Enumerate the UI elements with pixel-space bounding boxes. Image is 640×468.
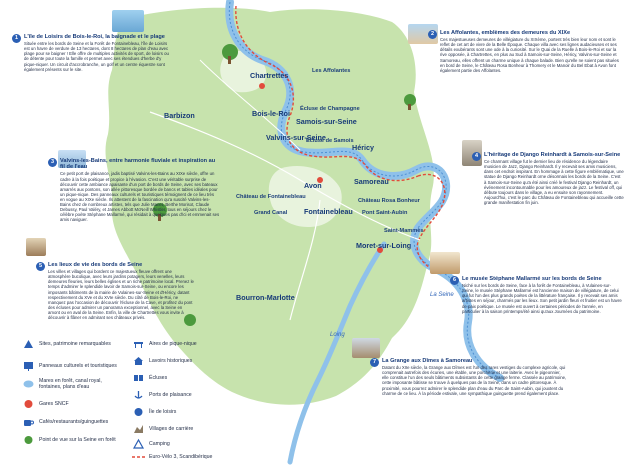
panel-lieux-vie <box>38 262 194 336</box>
panel-body: Les villes et villages qui bordent ce majestueux fleuve offrent une atmosphère bucolique, avec leurs jardins potagers, leurs venelles, leurs demeures fleuries, leurs belles églises et un riche patrimoine local. Prenez le temps d'admirer le splendide lavoir de Samois-sur-Seine, ou encore les imposants bâtiments de la mairie de Vulaines-sur-Seine et d'Héricy, datant respectivement du XVe et du XVIe siècle. Du côté de Bois-le-Roi, ne manquez pas l'occasion de découvrir l'écluse de la Cave, et profitez du pont des écluses pour admirer un panorama exceptionnel, avec la Seine en amont ou en aval de la Seine. Enfin, la ville de Chartrettes vous invite à découvrir à flâner en admirant ses châteaux privés. <box>48 269 194 321</box>
camping-icon <box>132 438 145 449</box>
panel-title: La Grange aux Dîmes à Samoreau <box>382 358 473 364</box>
town-label: Chartrettes <box>250 71 289 80</box>
town-label: Valvins-sur-Seine <box>266 133 326 142</box>
legend-item: Euro-Vélo 3, Scandibérique <box>132 451 212 462</box>
legend-item: Sites, patrimoine remarquables <box>22 338 111 349</box>
picnic-icon <box>132 338 145 349</box>
place-label: Château de Fontainebleau <box>236 194 306 200</box>
quarry-village-icon <box>132 423 145 434</box>
cafe-icon <box>22 416 35 427</box>
panel-body: Ce petit port de plaisance, jadis baptisé Valvins-les-Bains au XIXe siècle, offre un cadre à la fois poétique et propice à l'évasion. C'est une véritable surprise de découvrir cette ambiance apaisante d'un port de bords de Seine, avec ses bateaux amarrés aux pontons, son allée pittoresque bordée de bancs et tables idéales pour un pique-nique. Des panneaux culturels et touristiques témoignent de ce lieu très en vogue au XIXe siècle. Ils attestent de la fascination qu'a suscité Valvins-les-Bains chez de nombreux artistes, tels que Julie Manet, Berthe Morisot, Claude Debussy, Paul Valéry, et James Abbott McNeill Whistler, tous en séjours chez le célèbre poète Stéphane Mallarmé, qui résidait à quelques pas d'ici et emmenait ses amis naviguer. <box>60 171 220 223</box>
water-icon <box>22 379 35 390</box>
panel-title: Les Affolantes, emblèmes des demeures du XIXe <box>440 30 571 36</box>
panel-title: L'héritage de Django Reinhardt à Samois-sur-Seine <box>484 152 621 158</box>
panel-django <box>474 152 624 244</box>
panel-number: 1 <box>12 34 21 43</box>
photo-grange <box>352 338 380 358</box>
info-panel-icon <box>22 360 35 371</box>
legend-item: Cafés/restaurants/guinguettes <box>22 416 108 427</box>
town-label: Avon <box>304 181 322 190</box>
place-label: Pont Saint-Aubin <box>362 210 408 216</box>
town-label: Héricy <box>352 143 374 152</box>
marina-icon <box>132 389 145 400</box>
town-label: Samoreau <box>354 177 389 186</box>
legend-item: Aires de pique-nique <box>132 338 197 349</box>
panel-title: Les lieux de vie des bords de Seine <box>48 262 143 268</box>
legend-item: Île de loisirs <box>132 406 176 417</box>
photo-mallarme <box>430 252 460 274</box>
panel-number: 4 <box>472 152 481 161</box>
panel-affolantes <box>430 30 620 126</box>
lavoir-icon <box>132 355 145 366</box>
panel-body: Située entre les bords de Seine et la Forêt de Fontainebleau, l'île de Loisirs est un havre de verdure de 13 hectares, dont 8 hectares de plan d'eau avec plage pour se baigner ! Elle offre de multiples activités de sport, de loisirs ou de détente pour toute la famille et permet avec ses étendues d'herbe d'y pique-niquer. Un circuit d'accrobranche, un golf et un centre équestre sont également présents sur le site. <box>24 41 169 72</box>
train-station-icon <box>22 398 35 409</box>
panel-valvins <box>50 158 220 248</box>
legend-item: Écluses <box>132 372 167 383</box>
viewpoint-icon <box>22 434 35 445</box>
place-label: Les Affolantes <box>312 68 351 74</box>
town-label: Fontainebleau <box>304 207 353 216</box>
panel-grange <box>372 358 568 462</box>
legend-item: Ports de plaisance <box>132 389 192 400</box>
river-label-seine: La Seine <box>430 292 454 298</box>
eurovelo-icon <box>132 451 145 462</box>
legend-item: Lavoirs historiques <box>132 355 192 366</box>
panel-number: 7 <box>370 358 379 367</box>
panel-body: Niché sur les bords de Seine, face à la forêt de Fontainebleau, à Vulaines-sur-Seine, le musée Stéphane Mallarmé est l'ancienne maison de villégiature, de celui qui fut l'un des plus grands poètes de la littérature française. Il y recevait ses amis artistes en séjour, charmés par les lieux. Son petit jardin fleuri et fruitier est un havre de paix poétique. Le musée est ouvert à certaines périodes de l'année, en particulier à la saison printemps/été ainsi qu'aux Journées du patrimoine. <box>462 283 622 314</box>
panel-number: 2 <box>428 30 437 39</box>
photo-lieux-vie <box>26 238 46 256</box>
town-label: Bourron-Marlotte <box>236 293 295 302</box>
town-label: Moret-sur-Loing <box>356 241 412 250</box>
heritage-site-icon <box>22 338 35 349</box>
panel-mallarme <box>452 276 622 340</box>
leisure-island-icon <box>132 406 145 417</box>
town-label: Bois-le-Roi <box>252 109 290 118</box>
lock-icon <box>132 372 145 383</box>
panel-body: Ces majestueuses demeures de villégiature du XIXème, portent très bien leur nom et sont le reflet de cet art de vivre de la Belle Époque. Chaque villa avec ses lignes audacieuses et ses détails exubérants sont une ode à la curiosité. Sur le Quai de la Ruelle à Bois-le-Roi et sur la rive opposée, à Chartrettes, en plus au Sud à Samois-sur-Seine, Héricy, Valvins-sur-Seine et Samoreau, elles offrent un charme unique à chaque balade. Bien qu'elle ne soient pas situées en bord de Seine, le Château Rosa Bonheur à Thomery et le Manoir du Bel Ebat à Avon font également partie des Affolantes. <box>440 37 619 73</box>
legend-item: Panneaux culturels et touristiques <box>22 360 119 371</box>
legend-item: Gares SNCF <box>22 398 69 409</box>
panel-number: 6 <box>450 276 459 285</box>
panel-body: Ce charmant village fut le dernier lieu de résidence du légendaire musicien de Jazz, Django Reinhardt. Il y recevait ses amis musiciens, dans cet endroit inspirant. En hommage à cette figure emblématique, une statue de Django Reinhardt orne désormais les bords de la Seine. C'est à Samois-sur-Seine qu'a été ainsi créé le festival Django Reinhardt, un événement incontournable pour les amoureux de jazz. Le festival off, qui débute toujours dans le village, a eu ensuite son rayonnement. Aujourd'hui, c'est le parc du Château de Fontainebleau qui accueille cette grande manifestation fin juin. <box>484 159 624 205</box>
panel-ile-loisirs <box>14 34 174 118</box>
legend-item: Point de vue sur la Seine en forêt <box>22 434 122 445</box>
place-label: Écluse de Samois <box>306 138 354 144</box>
legend-item: Camping <box>132 438 170 449</box>
panel-body: Datant du XIIe siècle, la Grange aux Dîmes est l'un des rares vestiges du complexe agricole, qui comprenait autrefois des écuries, une étable, une porcherie et une laiterie. Avec le pigeonnier, elle constitue l'un des seuls bâtiments subsistants de cette grange ferme. Classée au patrimoine, cette imposante bâtisse se trouve à quelques pas de la Seine, dans un cadre pittoresque. À proximité, vous pourrez admirer le splendide plan d'eau du Parc de Saint-Aubin, qui jouxtent du charme de ce lieu. À la période estivale, une sympathique guinguette prend également place. <box>382 365 567 396</box>
panel-number: 5 <box>36 262 45 271</box>
legend-item: Mares en forêt, canal royal, fontaines, plans d'eau <box>22 378 122 390</box>
place-label: Écluse de Champagne <box>300 106 360 112</box>
place-label: Château Rosa Bonheur <box>358 198 420 204</box>
town-label: Barbizon <box>164 111 195 120</box>
panel-title: Valvins-les-Bains, entre harmonie fluviale et inspiration au fil de l'eau <box>60 158 216 171</box>
station-bois-le-roi <box>259 83 265 89</box>
panel-title: Le musée Stéphane Mallarmé sur les bords de Seine <box>462 276 602 282</box>
panel-number: 3 <box>48 158 57 167</box>
legend-item: Villages de carrière <box>132 423 193 434</box>
river-label-loing: Loing <box>330 332 345 338</box>
town-label: Samois-sur-Seine <box>296 117 357 126</box>
place-label: Saint-Mammès <box>384 228 424 234</box>
panel-title: L'île de Loisirs de Bois-le-Roi, la baignade et le plage <box>24 34 165 40</box>
photo-ile-loisirs <box>112 10 144 32</box>
place-label: Grand Canal <box>254 210 288 216</box>
map-legend <box>22 338 232 460</box>
